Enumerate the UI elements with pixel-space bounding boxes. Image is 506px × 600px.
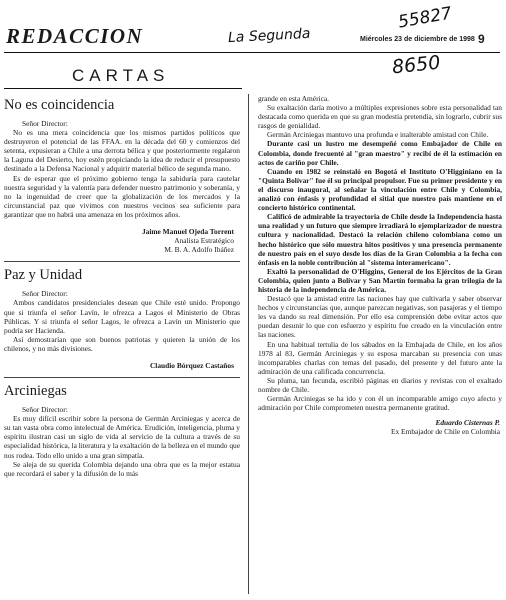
handwritten-archive-id-2: 8650 [390,51,442,79]
signature-title: Analista Estratégico [174,236,234,246]
salutation: Señor Director: [22,119,68,128]
header-rule [4,52,500,53]
letter-signature: Claudio Bórquez Castaños [149,360,234,370]
letter-headline: Arciniegas [4,383,67,400]
section-title: CARTAS [72,66,170,85]
continuation-paragraph: Su exaltación daría motivo a múltiples expresiones sobre esta personalidad tan destacada como querida en que su gran modestia pretendía, sin lograrlo, cubrir sus rasgos de genialidad. [258,103,502,131]
continuation-paragraph: Germán Arciniegas mantuvo una profunda e inalterable amistad con Chile. [267,130,489,140]
continuation-paragraph: Calificó de admirable la trayectoria de Chile desde la Independencia hasta una realidad y un futuro que siempre irradiará lo ejemplarizador de nuestra cultura y nacionalidad. Destacó la relación chileno colombiana como un hecho histórico que sólo muestra hitos positivos y una presencia permanente de nuestro país en el suyo desde los días de la Gran Colombia a la fecha con énfasis en la noble contribución al "sistema interamericano". [258,212,502,267]
letter-paragraph: Así demostrarían que son buenos patriotas y quieren la unión de los chilenos, y no más divisiones. [4,334,240,353]
salutation: Señor Director: [22,405,68,415]
continuation-paragraph: Durante casi un lustro me desempeñé como Embajador de Chile en Colombia, donde frecuenté al "gran maestro" y recibí de él la estimación en actos de cariño por Chile. [258,139,502,167]
signature-title: M. B. A. Adolfo Ibáñez [164,245,234,255]
section-rule [4,88,242,89]
column-divider [248,94,249,594]
letter-headline: No es coincidencia [4,97,115,113]
continuation-paragraph: Exaltó la personalidad de O'Higgins, General de los Ejércitos de la Gran Colombia, quien junto a Bolívar y San Martín formaba la gran trilogía de la historia de la independencia de América. [258,266,502,294]
handwritten-supplement-note: La Segunda [227,25,311,47]
letter-paragraph: Es muy difícil escribir sobre la persona de Germán Arciniegas y acerca de su tan vasta obra como intelectual de América. Erudición, inteligencia, pluma y espíritu ilustran casi un siglo de vida al servicio de la cultura a través de su especialidad histórica, la literatura y la exaltación de la belleza en el mundo que nos rodea. Todo ello unido a una gran simpatía. [4,414,240,460]
letter-paragraph: Ambos candidatos presidenciales desean que Chile esté unido. Propongo que si triunfa el señor Lavín, le ofrezca a Lagos el Ministerio de Obras Públicas. Y si triunfa el señor Lagos, le ofrezca a Lavín un Ministerio que podría ser Hacienda. [4,298,240,335]
salutation: Señor Director: [22,289,68,299]
continuation-paragraph: Destacó que la amistad entre las naciones hay que cultivarla y saber observar hechos y circunstancias que, aunque parezcan negativas, son pasajeras y el tiempo les va dando su real dimensión. Por ello esa comprensión debe evitar actos que puedan desunir lo que con esfuerzo y espíritu fue creado en la vinculación entre las naciones. [258,294,502,340]
letter-paragraph: Se aleja de su querida Colombia dejando una obra que es la mejor estatua que recordará el saber y la difusión de lo más [4,459,240,478]
continuation-paragraph: grande en esta América. [258,94,329,103]
dateline: Miércoles 23 de diciembre de 1998 [360,36,475,43]
page-number: 9 [478,32,485,46]
signature-title: Ex Embajador de Chile en Colombia [391,427,500,437]
masthead: REDACCION [6,24,144,48]
continuation-paragraph: En una habitual tertulia de los sábados en la Embajada de Chile, en los años 1978 al 83, Germán Arciniegas y su esposa marcaban su presencia con unas incomparables charlas con temas del pasado, del presente y del futuro ante la admiración de una calificada concurrencia. [258,339,502,376]
left-column [4,94,240,478]
letter-divider [4,261,240,262]
letter-divider [4,377,240,378]
continuation-paragraph: Germán Arciniegas se ha ido y con él un incomparable amigo cuyo afecto y admiración por Chile comprometen nuestra permanente gratitud. [258,394,502,413]
continuation-paragraph: Su pluma, tan fecunda, escribió páginas en diarios y revistas con el exaltado nombre de Chile. [258,375,502,394]
right-column [258,94,502,436]
letter-signature: Eduardo Cisternas P. [435,418,500,428]
letter-paragraph: No es una mera coincidencia que los mismos partidos políticos que destruyeron el potencial de las FFAA. en la década del 60 y comienzos del setenta, expusieran a Chile a una derrota bélica y que posteriormente regalaron la Laguna del Desierto, hoy estén propiciando la idea de reducir el presupuesto destinado a la Defensa Nacional y adquirir material bélico de segunda mano. [4,128,240,174]
handwritten-archive-id: 55827 [396,3,454,33]
letter-paragraph: Es de esperar que el próximo gobierno tenga la sabiduría para cautelar nuestra seguridad y la valentía para defender nuestro patrimonio y soberanía, y no la ingenuidad de creer que la globalización de los mercados y la circunstancial paz que vivimos con nuestros vecinos sea suficiente para garantizar que no habrá una amenaza en los próximos años. [4,173,240,219]
letter-signature: Jaime Manuel Ojeda Torrent [141,227,234,237]
letter-headline: Paz y Unidad [4,267,83,284]
continuation-paragraph: Cuando en 1982 se reinstaló en Bogotá el Instituto O'Higginiano en la "Quinta Bolívar" fue él su principal propulsor. Fue su primer presidente y en el discurso inaugural, al señalar la vinculación entre Chile y Colombia, analizó con énfasis y profundidad el sitial que nuestro país mantiene en el concierto histórico continental. [258,166,502,213]
